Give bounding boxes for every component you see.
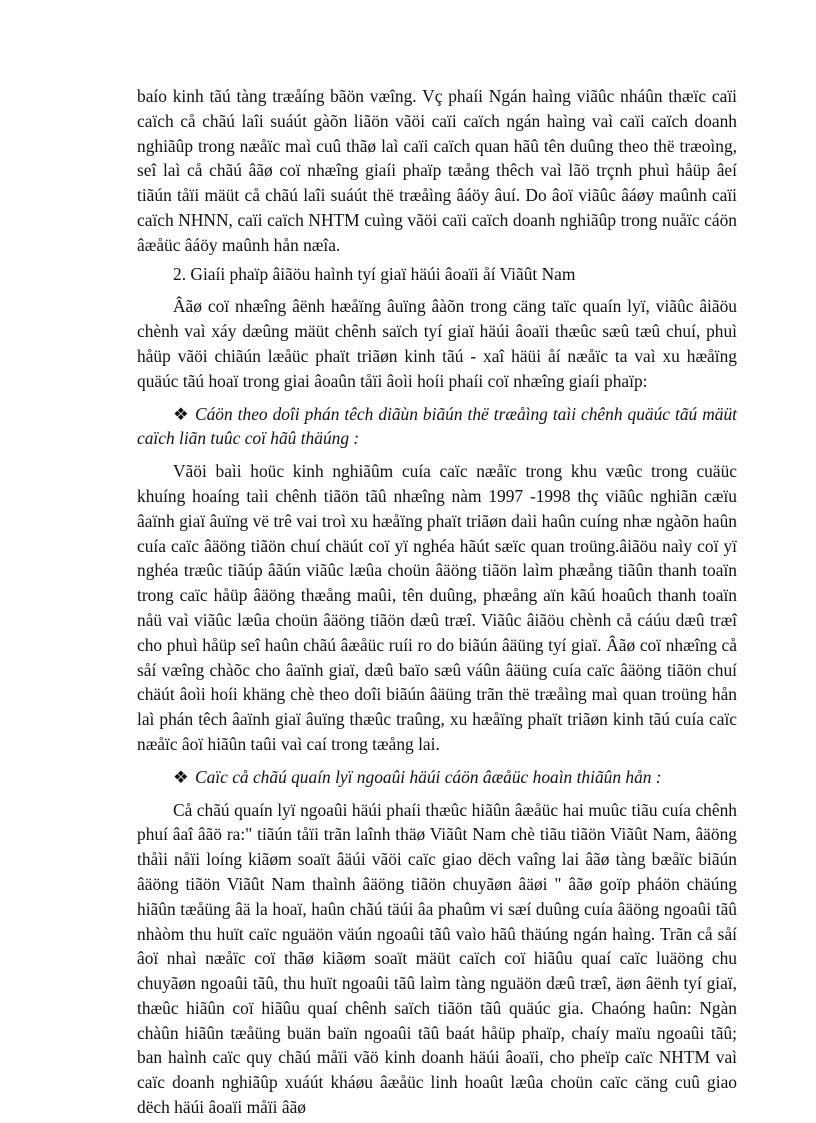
bullet-text-forex-mechanisms: Caïc cå chãú quaín lyï ngoaûi häúi cáön âæåüc hoaìn thiãûn hån : xyxy=(195,766,662,787)
bullet-item-monitor-markets xyxy=(137,402,737,452)
section-heading-2: 2. Giaíi phaïp âiãöu haình tyí giaï häúi âoaïi åí Viãût Nam xyxy=(173,263,576,284)
diamond-bullet-icon: ❖ xyxy=(173,403,189,424)
diamond-bullet-icon: ❖ xyxy=(173,766,189,787)
paragraph-forex-management: Cå chãú quaín lyï ngoaûi häúi phaíi thæûc hiãûn âæåüc hai muûc tiãu cuía chênh phuí âaî âãö ra:" tiãún tåïi trãn laînh thäø Viãût Nam chè tiãu tiãön Viãût Nam, âäöng thåìi nåïi loíng kiãøm soaït âäúi vãöi caïc giao dëch vaîng lai âãø tàng bæåïc biãún âäöng tiãön Viãût Nam thaình âäöng tiãön chuyãøn âäøi " âãø goïp pháön chäúng hiãûn tæåüng âä la hoaï, haûn chãú täúi âa phaûm vi sæí duûng cuía âäöng ngoaûi tãû nhàòm thu huït caïc nguäön väún ngoaûi tãû vaìo hãû thäúng ngán haìng. Trãn cå såí âoï nhaì næåïc coï thãø kiãøm soaït mäüt caïch coï hiãûu quaí caïc luäöng chu chuyãøn ngoaûi tãû, thu huït ngoaûi tãû laìm tàng nguäön dæû træî, äøn âënh tyí giaï, thæûc hiãûn coï hiãûu quaí chênh saïch tiãön tãû quäúc gia. Chaóng haûn: Ngàn chàûn hiãûn tæåüng buän baïn ngoaûi tãû baát håüp phaïp, chaíy maïu ngoaûi tãû; ban haình caïc quy chãú måïi vãö kinh doanh häúi âoaïi, cho pheïp caïc NHTM vaì caïc doanh nghiãûp xuáút kháøu âæåüc linh hoaût læûa choün caïc cäng cuû giao dëch häúi âoaïi måïi âãø xyxy=(137,799,737,1118)
bullet-text-monitor-markets: Cáön theo doîi phán têch diãùn biãún thë træåìng taìi chênh quäúc tãú mäüt caïch liãn tuûc coï hãû thäúng : xyxy=(137,403,737,449)
paragraph-intro-solutions: Âãø coï nhæîng âënh hæåïng âuïng âàõn trong cäng taïc quaín lyï, viãûc âiãöu chènh vaì xáy dæûng mäüt chênh saïch tyí giaï häúi âoaïi thæûc sæû tæû chuí, phuì håüp vãöi chiãún læåüc phaït triãøn kinh tãú - xaî häüi åí næåïc ta vaì xu hæåïng quäúc tãú hoaï trong giai âoaûn tåïi âoìi hoíi phaíi coï nhæîng giaíi phaïp: xyxy=(137,296,737,391)
paragraph-lessons: Vãöi baìi hoüc kinh nghiãûm cuía caïc næåïc trong khu væûc trong cuäüc khuíng hoaíng taìi chênh tiãön tãû nhæîng nàm 1997 -1998 thç viãûc nghiãn cæïu âaïnh giaï âuïng vë trê vai troì xu hæåïng phaït triãøn daìi haûn cuíng nhæ ngàõn haûn cuía caïc âäöng tiãön chuí chäút coï yï nghéa hãút sæïc quan troüng.âiãöu naìy coï yï nghéa træûc tiãúp âãún viãûc læûa choün âäöng tiãön laìm phæång tiãûn thanh toaïn trong caïc håüp âäöng thæång maûi, tên duûng, phæång aïn kãú hoaûch thanh toaïn nåü vaì viãûc læûa choün âäöng tiãön dæû træî. Viãûc âiãöu chènh cå cáúu dæû træî cho phuì håüp seî haûn chãú âæåüc ruíi ro do biãún âäüng tyí giaï. Âãø coï nhæîng cå såí væîng chàõc cho âaïnh giaï, dæû baïo sæû váûn âäüng cuía caïc âäöng tiãön chuí chäút âoìi hoíi khäng chè theo doîi biãún âäüng trãn thë træåìng maì quan troüng hån laì phán têch âaïnh giaï âuïng thæûc traûng, xu hæåïng phaït triãøn kinh tãú cuía caïc næåïc âoï hiãûn taûi vaì caí trong tæång lai. xyxy=(137,461,737,754)
bullet-item-forex-mechanisms xyxy=(137,765,737,790)
document-page xyxy=(137,84,737,1120)
paragraph-continuation: baío kinh tãú tàng træåíng bãön væîng. Vç phaíi Ngán haìng viãûc nháûn thæïc caïi caïch cå chãú laîi suáút gàõn liãön vãöi caïi caïch ngán haìng vaì caïi caïch doanh nghiãûp trong næåïc maì cuû thãø laì caïi caïch quan hãû tên duûng theo thë træoìng, seî laì cå chãú âãø coï nhæîng giaíi phaïp tæång thêch vaì lãö trçnh phuì håüp âeí tiãún tåïi mäüt cå chãú laîi suáút thë træåìng âáöy âuí. Do âoï viãûc âáøy maûnh caïi caïch NHNN, caïi caïch NHTM cuìng vãöi caïi caïch doanh nghiãûp trong nuåïc cáön âæåüc âáöy maûnh hån næîa. xyxy=(137,86,737,255)
